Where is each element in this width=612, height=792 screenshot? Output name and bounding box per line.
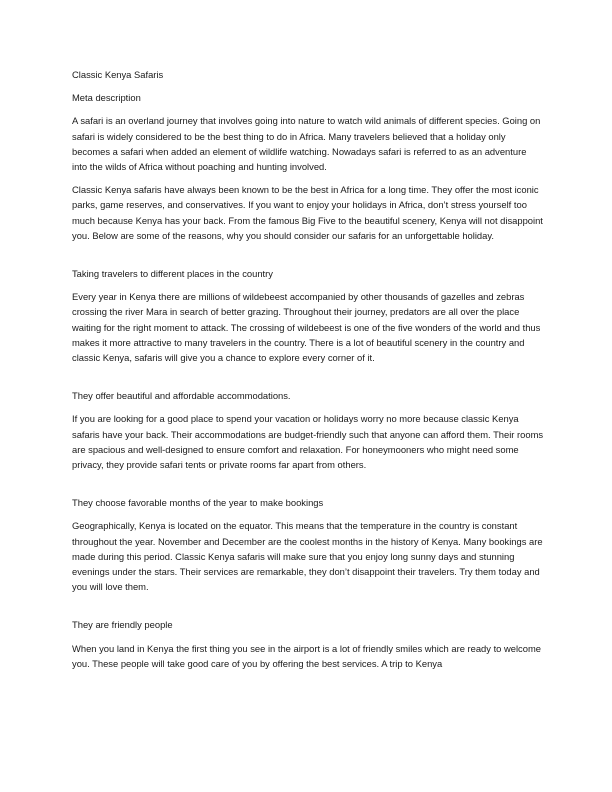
section-heading: They choose favorable months of the year to make bookings (72, 497, 324, 509)
section-heading: Taking travelers to different places in the country (72, 268, 273, 280)
document-body (72, 67, 544, 679)
intro-paragraph: A safari is an overland journey that involves going into nature to watch wild animals of different species. Going on safari is widely considered to be the best thing to do in Africa. Many travelers believed that a holiday only becomes a safari when added an element of wildlife watching. Nowadays safari is referred to as an adventure into the wilds of Africa without poaching and hunting involved. (72, 115, 541, 173)
intro-paragraph: Classic Kenya safaris have always been known to be the best in Africa for a long time. They offer the most iconic parks, game reserves, and conservatives. If you want to enjoy your holidays in Africa, don’t stress yourself too much because Kenya has your back. From the famous Big Five to the beautiful scenery, Kenya will not disappoint you. Below are some of the reasons, why you should consider our safaris for an unforgettable holiday. (72, 184, 543, 241)
section-body: Every year in Kenya there are millions of wildebeest accompanied by other thousands of gazelles and zebras crossing the river Mara in search of better grazing. Throughout their journey, predators are all over the place waiting for the right moment to attack. The crossing of wildebeest is one of the five wonders of the world and thus makes it more attractive to many travelers in the country. There is a lot of beautiful scenery in the country and classic Kenya, safaris will give you a chance to explore every corner of it. (72, 291, 541, 364)
section-heading: They offer beautiful and affordable accommodations. (72, 390, 291, 402)
meta-description-label: Meta description (72, 92, 141, 104)
section-heading: They are friendly people (72, 619, 173, 631)
document-title: Classic Kenya Safaris (72, 69, 164, 80)
section-body: When you land in Kenya the first thing you see in the airport is a lot of friendly smiles which are ready to welcome you. These people will take good care of you by offering the best services. A trip to Kenya (72, 642, 541, 669)
section-body: Geographically, Kenya is located on the equator. This means that the temperature in the country is constant throughout the year. November and December are the coolest months in the history of Kenya. Many bookings are made during this period. Classic Kenya safaris will make sure that you enjoy long sunny days and stunning evenings under the stars. Their services are remarkable, they don’t disappoint their travelers. Try them today and you will love them. (72, 520, 543, 593)
section-body: If you are looking for a good place to spend your vacation or holidays worry no more because classic Kenya safaris have your back. Their accommodations are budget-friendly such that anyone can afford them. Their rooms are spacious and well-designed to ensure comfort and relaxation. For honeymooners who might need some privacy, they provide safari tents or private rooms far apart from others. (72, 413, 544, 471)
